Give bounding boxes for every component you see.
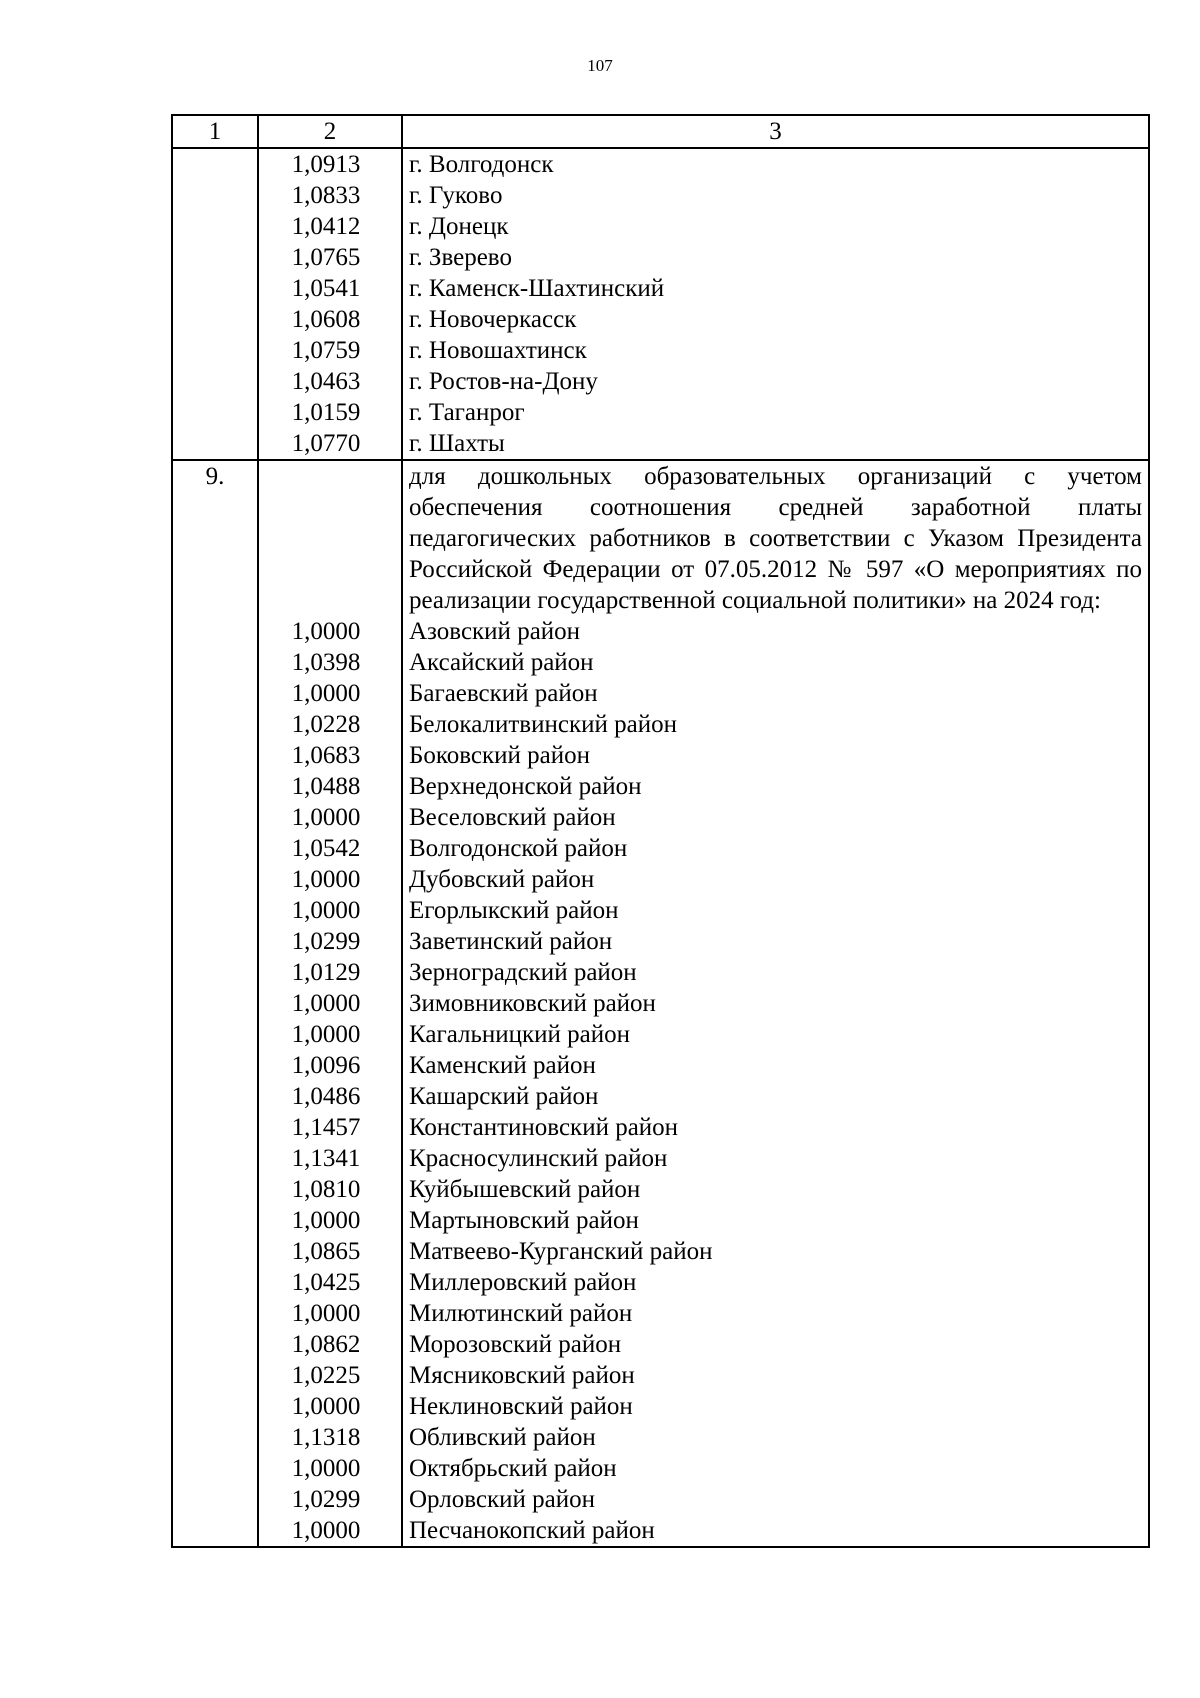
row-number-cell xyxy=(172,242,258,273)
coefficient-value: 1,0862 xyxy=(258,1329,402,1360)
municipality-name: Белокалитвинский район xyxy=(402,709,1149,740)
coefficient-value: 1,0759 xyxy=(258,335,402,366)
table-row xyxy=(172,802,1149,833)
row-number-cell xyxy=(172,988,258,1019)
table-row xyxy=(172,647,1149,678)
table-row xyxy=(172,148,1149,180)
coefficient-value: 1,0000 xyxy=(258,1453,402,1484)
row-number-cell xyxy=(172,1422,258,1453)
row-number-cell xyxy=(172,647,258,678)
coefficient-value: 1,0000 xyxy=(258,1298,402,1329)
table-row xyxy=(172,1081,1149,1112)
municipality-name: Октябрьский район xyxy=(402,1453,1149,1484)
coefficient-value: 1,0833 xyxy=(258,180,402,211)
municipality-name: Морозовский район xyxy=(402,1329,1149,1360)
municipality-name: Заветинский район xyxy=(402,926,1149,957)
header-col-1: 1 xyxy=(172,115,258,148)
municipality-name: Кашарский район xyxy=(402,1081,1149,1112)
municipality-name: г. Новочеркасск xyxy=(402,304,1149,335)
coefficient-value: 1,0913 xyxy=(258,148,402,180)
table-row xyxy=(172,864,1149,895)
table-row xyxy=(172,366,1149,397)
row-number-cell xyxy=(172,1515,258,1547)
row-number-cell xyxy=(172,833,258,864)
municipality-name: г. Донецк xyxy=(402,211,1149,242)
row-number-cell xyxy=(172,335,258,366)
row-number-cell xyxy=(172,1174,258,1205)
row-number-cell xyxy=(172,1236,258,1267)
section-number: 9. xyxy=(172,460,258,616)
coefficient-value: 1,0486 xyxy=(258,1081,402,1112)
table-row xyxy=(172,833,1149,864)
municipality-name: Миллеровский район xyxy=(402,1267,1149,1298)
row-number-cell xyxy=(172,1112,258,1143)
coefficient-value: 1,0608 xyxy=(258,304,402,335)
coefficient-value: 1,0463 xyxy=(258,366,402,397)
municipality-name: Дубовский район xyxy=(402,864,1149,895)
table-row xyxy=(172,771,1149,802)
coefficient-value: 1,0000 xyxy=(258,802,402,833)
coefficient-value: 1,0225 xyxy=(258,1360,402,1391)
row-number-cell xyxy=(172,1205,258,1236)
coefficient-value: 1,1318 xyxy=(258,1422,402,1453)
table-row xyxy=(172,428,1149,460)
row-number-cell xyxy=(172,1329,258,1360)
coefficient-value: 1,0000 xyxy=(258,1391,402,1422)
municipality-name: Аксайский район xyxy=(402,647,1149,678)
table-row xyxy=(172,1391,1149,1422)
row-number-cell xyxy=(172,180,258,211)
row-number-cell xyxy=(172,273,258,304)
municipality-name: г. Гуково xyxy=(402,180,1149,211)
table-row xyxy=(172,1360,1149,1391)
table-row xyxy=(172,1329,1149,1360)
coefficient-value: 1,0541 xyxy=(258,273,402,304)
municipality-name: г. Зверево xyxy=(402,242,1149,273)
coefficient-value: 1,0159 xyxy=(258,397,402,428)
coefficient-value: 1,0228 xyxy=(258,709,402,740)
municipality-name: Мартыновский район xyxy=(402,1205,1149,1236)
municipality-name: Неклиновский район xyxy=(402,1391,1149,1422)
coefficient-value: 1,0488 xyxy=(258,771,402,802)
row-number-cell xyxy=(172,678,258,709)
row-number-cell xyxy=(172,740,258,771)
municipality-name: Волгодонской район xyxy=(402,833,1149,864)
table-row xyxy=(172,180,1149,211)
municipality-name: Кагальницкий район xyxy=(402,1019,1149,1050)
municipality-name: Константиновский район xyxy=(402,1112,1149,1143)
table-row xyxy=(172,926,1149,957)
row-number-cell xyxy=(172,148,258,180)
table-row xyxy=(172,1267,1149,1298)
municipality-name: г. Волгодонск xyxy=(402,148,1149,180)
table-row xyxy=(172,957,1149,988)
coefficient-value: 1,0299 xyxy=(258,1484,402,1515)
municipality-name: Обливский район xyxy=(402,1422,1149,1453)
municipality-name: Милютинский район xyxy=(402,1298,1149,1329)
table-row xyxy=(172,1205,1149,1236)
municipality-name: Зимовниковский район xyxy=(402,988,1149,1019)
table-row xyxy=(172,1422,1149,1453)
row-number-cell xyxy=(172,211,258,242)
table-row xyxy=(172,1050,1149,1081)
row-number-cell xyxy=(172,709,258,740)
table-row xyxy=(172,1453,1149,1484)
row-number-cell xyxy=(172,802,258,833)
coefficient-value: 1,0000 xyxy=(258,1515,402,1547)
municipality-name: г. Шахты xyxy=(402,428,1149,460)
table-row xyxy=(172,335,1149,366)
row-number-cell xyxy=(172,1391,258,1422)
row-number-cell xyxy=(172,1019,258,1050)
row-number-cell xyxy=(172,1453,258,1484)
coefficient-value: 1,0542 xyxy=(258,833,402,864)
coefficient-value: 1,0129 xyxy=(258,957,402,988)
header-col-2: 2 xyxy=(258,115,402,148)
municipality-name: Веселовский район xyxy=(402,802,1149,833)
coefficient-value: 1,0810 xyxy=(258,1174,402,1205)
municipality-name: Каменский район xyxy=(402,1050,1149,1081)
table-row xyxy=(172,211,1149,242)
row-number-cell xyxy=(172,926,258,957)
municipality-name: Боковский район xyxy=(402,740,1149,771)
table-row xyxy=(172,397,1149,428)
municipality-name: г. Новошахтинск xyxy=(402,335,1149,366)
municipality-name: Верхнедонской район xyxy=(402,771,1149,802)
row-number-cell xyxy=(172,957,258,988)
row-number-cell xyxy=(172,1484,258,1515)
table-row xyxy=(172,242,1149,273)
table-header-row xyxy=(172,115,1149,148)
municipality-name: Орловский район xyxy=(402,1484,1149,1515)
table-row xyxy=(172,1143,1149,1174)
coefficient-value: 1,1457 xyxy=(258,1112,402,1143)
row-number-cell xyxy=(172,397,258,428)
coefficient-value: 1,0765 xyxy=(258,242,402,273)
coefficient-value: 1,0770 xyxy=(258,428,402,460)
coefficient-value: 1,0299 xyxy=(258,926,402,957)
coefficient-value: 1,0096 xyxy=(258,1050,402,1081)
row-number-cell xyxy=(172,1081,258,1112)
section-row xyxy=(172,460,1149,616)
municipality-name: г. Таганрог xyxy=(402,397,1149,428)
header-col-3: 3 xyxy=(402,115,1149,148)
row-number-cell xyxy=(172,1267,258,1298)
table-row xyxy=(172,1515,1149,1547)
coefficient-value: 1,0000 xyxy=(258,988,402,1019)
row-number-cell xyxy=(172,864,258,895)
coefficient-value: 1,0398 xyxy=(258,647,402,678)
table-row xyxy=(172,1298,1149,1329)
row-number-cell xyxy=(172,366,258,397)
row-number-cell xyxy=(172,428,258,460)
municipality-name: Куйбышевский район xyxy=(402,1174,1149,1205)
row-number-cell xyxy=(172,1360,258,1391)
coefficient-value: 1,0000 xyxy=(258,895,402,926)
coefficients-table xyxy=(171,114,1150,1548)
coefficient-value: 1,0865 xyxy=(258,1236,402,1267)
table-row xyxy=(172,273,1149,304)
table-row xyxy=(172,1019,1149,1050)
table-row xyxy=(172,988,1149,1019)
municipality-name: Мясниковский район xyxy=(402,1360,1149,1391)
municipality-name: Матвеево-Курганский район xyxy=(402,1236,1149,1267)
coefficient-value: 1,0683 xyxy=(258,740,402,771)
table-row xyxy=(172,709,1149,740)
coefficient-value: 1,0000 xyxy=(258,678,402,709)
municipality-name: Азовский район xyxy=(402,616,1149,647)
row-number-cell xyxy=(172,771,258,802)
coefficient-value: 1,0000 xyxy=(258,864,402,895)
table-row xyxy=(172,1174,1149,1205)
row-number-cell xyxy=(172,895,258,926)
page-number: 107 xyxy=(587,56,613,75)
table-row xyxy=(172,616,1149,647)
coefficient-value: 1,0000 xyxy=(258,1019,402,1050)
municipality-name: Красносулинский район xyxy=(402,1143,1149,1174)
municipality-name: Егорлыкский район xyxy=(402,895,1149,926)
section-value-empty xyxy=(258,460,402,616)
table-row xyxy=(172,304,1149,335)
section-description: для дошкольных образовательных организаций с учетом обеспечения соотношения средней заработной платы педагогических работников в соответствии с Указом Президента Российской Федерации от 07.05.2012 № 597 «О мероприятиях по реализации государственной социальной политики» на 2024 год: xyxy=(402,460,1149,616)
municipality-name: Зерноградский район xyxy=(402,957,1149,988)
table-row xyxy=(172,1112,1149,1143)
coefficient-value: 1,1341 xyxy=(258,1143,402,1174)
row-number-cell xyxy=(172,304,258,335)
municipality-name: г. Каменск-Шахтинский xyxy=(402,273,1149,304)
row-number-cell xyxy=(172,1050,258,1081)
coefficient-value: 1,0000 xyxy=(258,1205,402,1236)
table-row xyxy=(172,740,1149,771)
coefficient-value: 1,0000 xyxy=(258,616,402,647)
coefficient-value: 1,0425 xyxy=(258,1267,402,1298)
row-number-cell xyxy=(172,616,258,647)
table-row xyxy=(172,1236,1149,1267)
coefficient-value: 1,0412 xyxy=(258,211,402,242)
row-number-cell xyxy=(172,1143,258,1174)
table-row xyxy=(172,895,1149,926)
table-row xyxy=(172,1484,1149,1515)
municipality-name: Багаевский район xyxy=(402,678,1149,709)
row-number-cell xyxy=(172,1298,258,1329)
municipality-name: Песчанокопский район xyxy=(402,1515,1149,1547)
table-row xyxy=(172,678,1149,709)
municipality-name: г. Ростов-на-Дону xyxy=(402,366,1149,397)
